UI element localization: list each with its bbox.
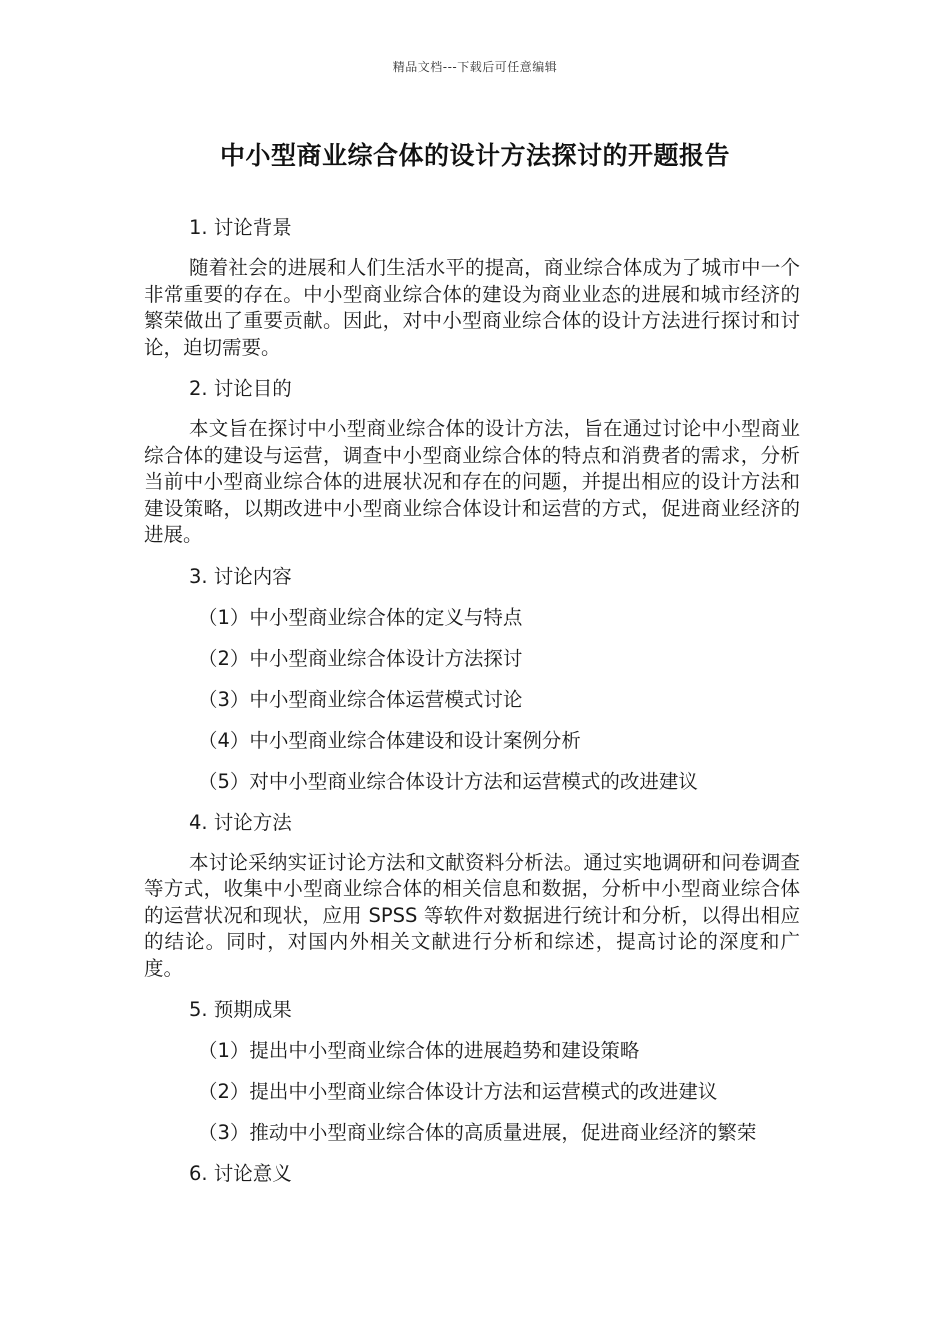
section-heading-significance: 6. 讨论意义 [189,1162,292,1185]
section-heading-background: 1. 讨论背景 [189,216,292,239]
list-item: （3）中小型商业综合体运营模式讨论 [198,687,523,711]
section-heading-content: 3. 讨论内容 [189,564,292,588]
list-item: （4）中小型商业综合体建设和设计案例分析 [198,728,581,752]
list-item: （2）提出中小型商业综合体设计方法和运营模式的改进建议 [198,1080,718,1103]
section-paragraph-method: 本讨论采纳实证讨论方法和文献资料分析法。通过实地调研和问卷调查等方式，收集中小型商业综合体的相关信息和数据，分析中小型商业综合体的运营状况和现状，应用 SPSS 等软件对数据进行统计和分析，以得出相应的结论。同时，对国内外相关文献进行分析和综述，提高讨论的深度和广度。 [144,850,800,980]
list-item: （3）推动中小型商业综合体的高质量进展，促进商业经济的繁荣 [198,1121,757,1144]
page-header: 精品文档---下载后可任意编辑 [392,60,558,74]
list-item: （1）中小型商业综合体的定义与特点 [198,605,523,629]
section-paragraph-background: 随着社会的进展和人们生活水平的提高，商业综合体成为了城市中一个非常重要的存在。中小型商业综合体的建设为商业业态的进展和城市经济的繁荣做出了重要贡献。因此，对中小型商业综合体的设计方法进行探讨和讨论，迫切需要。 [144,256,800,359]
section-paragraph-purpose: 本文旨在探讨中小型商业综合体的设计方法，旨在通过讨论中小型商业综合体的建设与运营，调查中小型商业综合体的特点和消费者的需求，分析当前中小型商业综合体的进展状况和存在的问题，并提出相应的设计方法和建设策略，以期改进中小型商业综合体设计和运营的方式，促进商业经济的进展。 [144,417,800,546]
list-item: （5）对中小型商业综合体设计方法和运营模式的改进建议 [198,769,698,793]
section-heading-method: 4. 讨论方法 [189,810,292,834]
document-body [144,214,800,1201]
section-heading-purpose: 2. 讨论目的 [189,377,292,400]
document-title: 中小型商业综合体的设计方法探讨的开题报告 [219,141,730,170]
list-item: （2）中小型商业综合体设计方法探讨 [198,646,523,670]
list-item: （1）提出中小型商业综合体的进展趋势和建设策略 [198,1039,640,1062]
section-heading-expected-results: 5. 预期成果 [189,998,292,1021]
